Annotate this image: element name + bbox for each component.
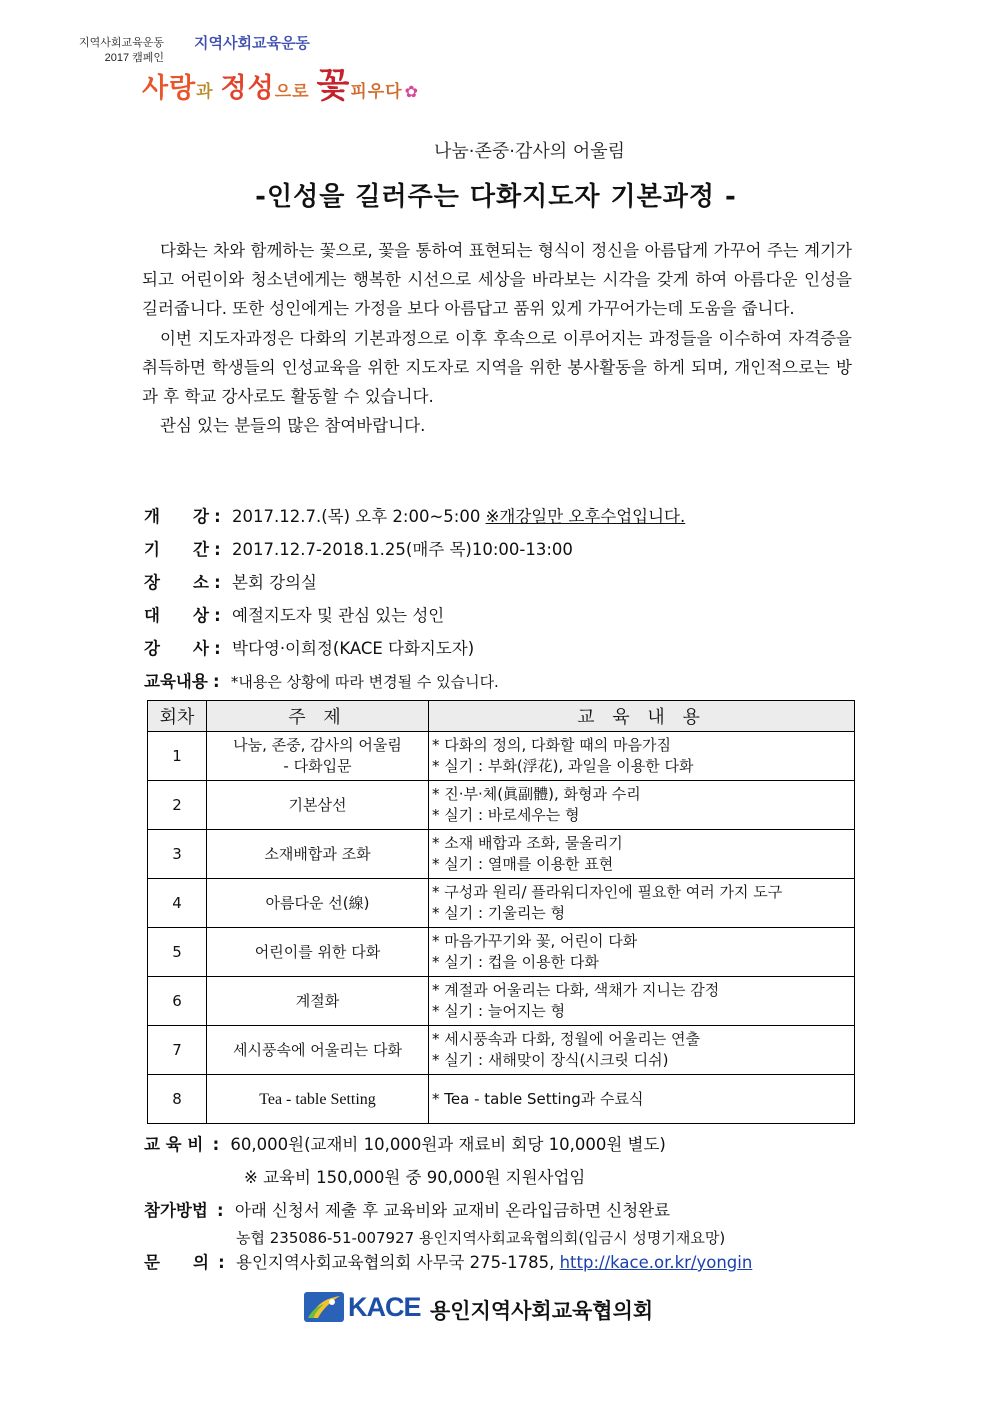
contact-value: 용인지역사회교육협의회 사무국 275-1785, xyxy=(236,1253,560,1272)
flower-icon: ✿ xyxy=(404,82,419,101)
slogan-part: 피우다 xyxy=(350,82,403,102)
campaign-slogan xyxy=(142,58,419,107)
session-topic: 기본삼선 xyxy=(207,781,429,830)
kace-logo-text: KACE xyxy=(348,1292,421,1322)
content-line: * 실기 : 컵을 이용한 다화 xyxy=(432,953,599,971)
info-value: 2017.12.7.(목) 오후 2:00~5:00 xyxy=(232,507,486,526)
table-row xyxy=(148,781,855,830)
topic-line: - 다화입문 xyxy=(283,757,352,775)
info-label: 개 강 xyxy=(144,507,209,526)
subtitle: 나눔·존중·감사의 어울림 xyxy=(434,141,626,162)
fee-note: ※ 교육비 150,000원 중 90,000원 지원사업임 xyxy=(244,1168,586,1187)
table-header-row xyxy=(148,701,855,732)
intro-text xyxy=(142,236,852,440)
slogan-part: 정성 xyxy=(220,73,275,104)
session-number: 3 xyxy=(148,830,207,879)
session-topic: Tea - table Setting xyxy=(207,1075,429,1124)
table-row xyxy=(148,977,855,1026)
org-name: 용인지역사회교육협의회 xyxy=(430,1299,654,1323)
info-colon: : xyxy=(218,1253,225,1272)
info-content xyxy=(144,671,499,693)
info-colon: : xyxy=(217,1201,224,1220)
session-number: 2 xyxy=(148,781,207,830)
slogan-part: 꽃 xyxy=(316,66,351,106)
info-opening xyxy=(144,506,685,528)
session-number: 8 xyxy=(148,1075,207,1124)
info-label: 교육내용 xyxy=(144,672,208,691)
account-info: 농협 235086-51-007927 용인지역사회교육협의회(입금시 성명기재요망) xyxy=(236,1229,726,1247)
session-topic xyxy=(207,732,429,781)
fee-label: 교 육 비 xyxy=(144,1135,204,1154)
info-target xyxy=(144,605,444,627)
apply-label: 참가방법 xyxy=(144,1201,208,1220)
content-line: * 세시풍속과 다화, 정월에 어울리는 연출 xyxy=(432,1030,700,1048)
campaign-banner xyxy=(44,22,444,106)
session-number: 5 xyxy=(148,928,207,977)
contact-label: 문 의 xyxy=(144,1253,209,1272)
info-colon: : xyxy=(214,540,221,559)
info-colon: : xyxy=(214,606,221,625)
session-topic: 아름다운 선(線) xyxy=(207,879,429,928)
slogan-part: 으로 xyxy=(274,82,317,102)
info-label: 강 사 xyxy=(144,639,209,658)
content-line: * 실기 : 기울리는 형 xyxy=(432,904,566,922)
session-content xyxy=(429,879,855,928)
info-period xyxy=(144,539,573,561)
page-title: -인성을 길러주는 다화지도자 기본과정 - xyxy=(255,182,737,212)
slogan-part: 과 xyxy=(196,82,221,102)
column-header: 주 제 xyxy=(207,701,429,732)
info-label: 기 간 xyxy=(144,540,209,559)
curriculum-table xyxy=(147,700,855,1124)
session-content xyxy=(429,1026,855,1075)
table-row xyxy=(148,732,855,781)
campaign-top-text: 지역사회교육운동 xyxy=(194,34,310,52)
table-row xyxy=(148,879,855,928)
session-content xyxy=(429,830,855,879)
table-row xyxy=(148,1075,855,1124)
session-number: 7 xyxy=(148,1026,207,1075)
info-value: 2017.12.7-2018.1.25(매주 목)10:00-13:00 xyxy=(232,540,573,559)
intro-paragraph: 관심 있는 분들의 많은 참여바랍니다. xyxy=(160,416,426,436)
footer-logo xyxy=(302,1290,702,1326)
content-line: * 다화의 정의, 다화할 때의 마음가짐 xyxy=(432,736,671,754)
info-value: 박다영·이희정(KACE 다화지도자) xyxy=(232,639,475,658)
apply-value: 아래 신청서 제출 후 교육비와 교재비 온라입금하면 신청완료 xyxy=(234,1201,671,1220)
info-colon: : xyxy=(213,672,220,691)
table-row xyxy=(148,928,855,977)
info-colon: : xyxy=(214,507,221,526)
info-label: 장 소 xyxy=(144,573,209,592)
content-line: * 진·부·체(眞副體), 화형과 수리 xyxy=(432,785,641,803)
intro-paragraph: 이번 지도자과정은 다화의 기본과정으로 이후 후속으로 이루어지는 과정들을 이수하여 자격증을 취득하면 학생들의 인성교육을 위한 지도자로 지역을 위한 봉사활동을 하게 되며, 개인적으로는 방과 후 학교 강사로도 활동할 수 있습니다. xyxy=(142,328,852,407)
apply-line xyxy=(144,1200,670,1222)
table-row xyxy=(148,830,855,879)
session-content xyxy=(429,928,855,977)
opening-note: ※개강일만 오후수업입니다. xyxy=(485,507,686,526)
table-row xyxy=(148,1026,855,1075)
session-topic: 세시풍속에 어울리는 다화 xyxy=(207,1026,429,1075)
session-content xyxy=(429,781,855,830)
info-value: 본회 강의실 xyxy=(232,573,317,592)
content-line: * 마음가꾸기와 꽃, 어린이 다화 xyxy=(432,932,638,950)
info-label: 대 상 xyxy=(144,606,209,625)
slogan-part: 사랑 xyxy=(142,73,197,104)
session-content: * Tea - table Setting과 수료식 xyxy=(429,1075,855,1124)
info-place xyxy=(144,572,317,594)
intro-paragraph: 다화는 차와 함께하는 꽃으로, 꽃을 통하여 표현되는 형식이 정신을 아름답게 가꾸어 주는 계기가 되고 어린이와 청소년에게는 행복한 시선으로 세상을 바라보는 시각을 갖게 하여 아름다운 인성을 길러줍니다. 또한 성인에게는 가정을 보다 아름답고 품위 있게 가꾸어가는데 도움을 줍니다. xyxy=(142,241,852,319)
session-content xyxy=(429,977,855,1026)
column-header: 회차 xyxy=(148,701,207,732)
topic-line: 나눔, 존중, 감사의 어울림 xyxy=(233,736,402,754)
session-topic: 어린이를 위한 다화 xyxy=(207,928,429,977)
content-line: * 소재 배합과 조화, 물올리기 xyxy=(432,834,623,852)
content-line: * 실기 : 새해맞이 장식(시크릿 디쉬) xyxy=(432,1051,669,1069)
info-colon: : xyxy=(214,573,221,592)
session-topic: 계절화 xyxy=(207,977,429,1026)
content-line: * 실기 : 부화(浮花), 과일을 이용한 다화 xyxy=(432,757,694,775)
content-line: * 실기 : 열매를 이용한 표현 xyxy=(432,855,614,873)
session-number: 6 xyxy=(148,977,207,1026)
fee-value: 60,000원(교재비 10,000원과 재료비 회당 10,000원 별도) xyxy=(230,1135,666,1154)
kace-logo-icon xyxy=(302,1290,346,1324)
info-colon: : xyxy=(212,1135,220,1154)
session-topic: 소재배합과 조화 xyxy=(207,830,429,879)
fee-line xyxy=(144,1134,666,1156)
info-value: *내용은 상황에 따라 변경될 수 있습니다. xyxy=(230,673,499,691)
info-value: 예절지도자 및 관심 있는 성인 xyxy=(232,606,445,625)
contact-link[interactable]: http://kace.or.kr/yongin xyxy=(559,1253,753,1272)
session-number: 4 xyxy=(148,879,207,928)
content-line: * 계절과 어울리는 다화, 색채가 지니는 감정 xyxy=(432,981,720,999)
content-line: * 실기 : 늘어지는 형 xyxy=(432,1002,566,1020)
column-header: 교 육 내 용 xyxy=(429,701,855,732)
info-instructor xyxy=(144,638,474,660)
info-colon: : xyxy=(214,639,221,658)
contact-line xyxy=(144,1252,752,1274)
campaign-label-line1: 지역사회교육운동 xyxy=(78,37,164,49)
campaign-label-line2: 2017 캠페인 xyxy=(104,52,164,64)
session-number: 1 xyxy=(148,732,207,781)
content-line: * 실기 : 바로세우는 형 xyxy=(432,806,580,824)
session-content xyxy=(429,732,855,781)
content-line: * 구성과 원리/ 플라워디자인에 필요한 여러 가지 도구 xyxy=(432,883,783,901)
